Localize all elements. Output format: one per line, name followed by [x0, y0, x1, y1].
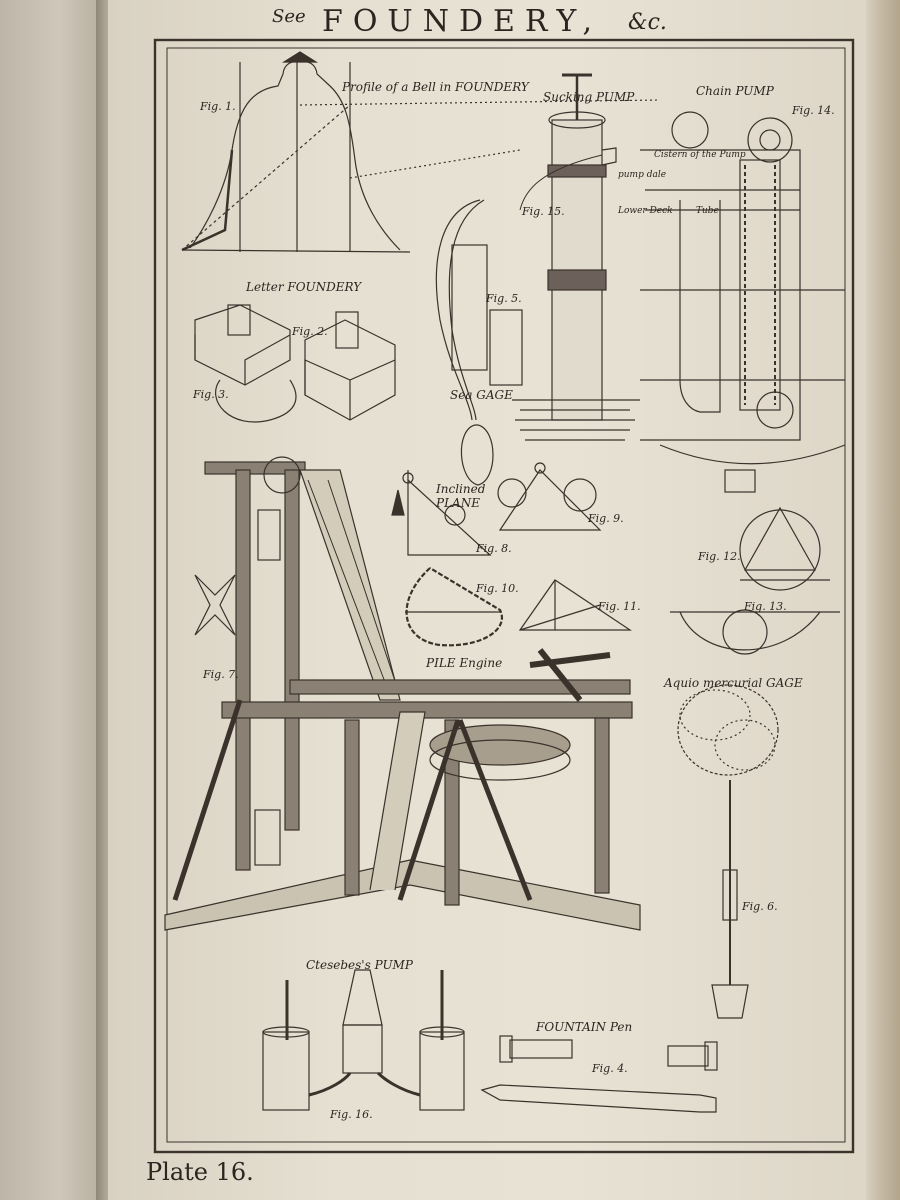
fig3-label: Fig. 3. [193, 388, 229, 401]
fig11-label: Fig. 11. [598, 600, 641, 613]
pump-dale-label: pump dale [618, 170, 667, 180]
chain-and-triangle-figures [405, 568, 630, 645]
pile-engine-caption: PILE Engine [426, 656, 503, 670]
fig6-label: Fig. 6. [742, 900, 778, 913]
fig13-label: Fig. 13. [744, 600, 787, 613]
chain-pump-caption: Chain PUMP [696, 84, 774, 98]
letter-foundery-molds [195, 305, 395, 422]
sea-gage [436, 200, 522, 485]
geometry-figures [670, 508, 840, 654]
cistern-label: Cistern of the Pump [654, 150, 746, 160]
sucking-pump-caption: Sucking PUMP [543, 90, 635, 104]
tube-label: Tube [696, 206, 719, 216]
header-etc: &c. [628, 10, 667, 35]
fig14-label: Fig. 14. [792, 104, 835, 117]
fig2-label: Fig. 2. [292, 325, 328, 338]
fig7-label: Fig. 7. [203, 668, 239, 681]
fig9-label: Fig. 9. [588, 512, 624, 525]
chain-pump [640, 112, 845, 492]
plate-number: Plate 16. [146, 1158, 254, 1186]
fig12-label: Fig. 12. [698, 550, 741, 563]
fig16-label: Fig. 16. [330, 1108, 373, 1121]
sea-gage-caption: Sea GAGE [450, 388, 513, 402]
plate-inner-border [167, 48, 845, 1142]
letter-foundery-caption: Letter FOUNDERY [246, 280, 362, 294]
ctesebes-pump [263, 970, 464, 1110]
fig4-label: Fig. 4. [592, 1062, 628, 1075]
fountain-pen-caption: FOUNTAIN Pen [536, 1020, 633, 1034]
ctesebes-pump-caption: Ctesebes's PUMP [306, 958, 413, 972]
fig1-label: Fig. 1. [200, 100, 236, 113]
fig5-label: Fig. 5. [486, 292, 522, 305]
sucking-pump [512, 75, 640, 440]
fig15-label: Fig. 15. [522, 205, 565, 218]
fig10-label: Fig. 10. [476, 582, 519, 595]
inclined-plane-caption: Inclined PLANE [436, 482, 486, 510]
aquio-gage-caption: Aquio mercurial GAGE [664, 676, 803, 690]
aquio-mercurial-gage [678, 685, 778, 1018]
pile-engine [165, 457, 640, 930]
lower-deck-label: Lower Deck [618, 206, 673, 216]
bell-caption: Profile of a Bell in FOUNDERY [342, 80, 529, 94]
fig8-label: Fig. 8. [476, 542, 512, 555]
header-see: See [272, 6, 306, 27]
header-title: FOUNDERY, [322, 4, 603, 39]
